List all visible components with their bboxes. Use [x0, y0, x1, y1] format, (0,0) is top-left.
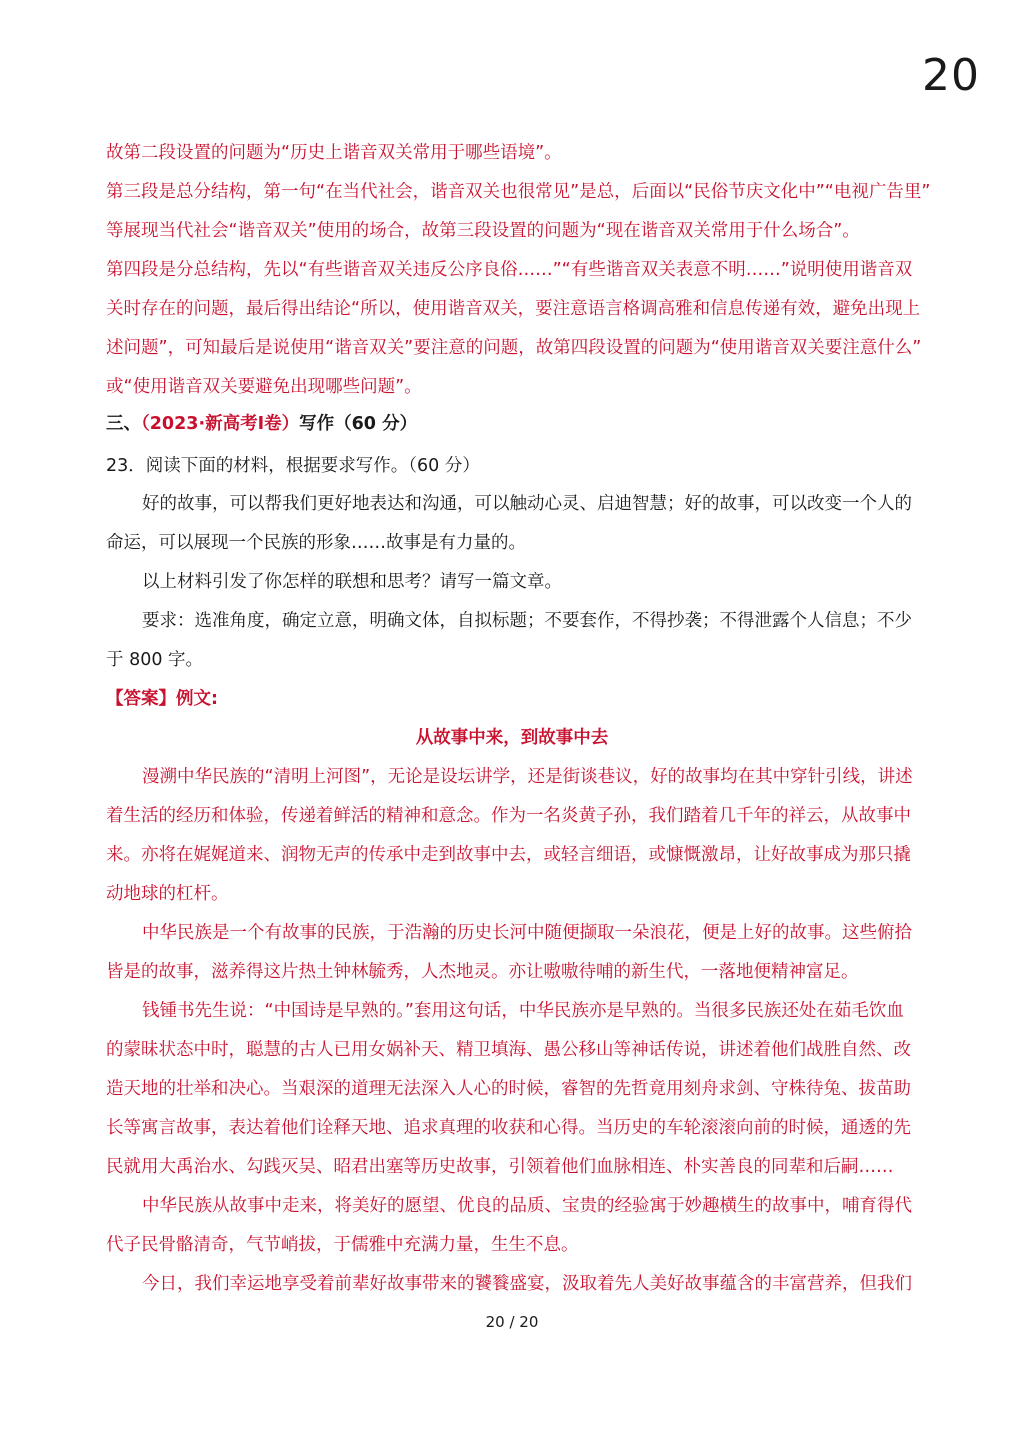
essay-line: 造天地的壮举和决心。当艰深的道理无法深入人心的时候，睿智的先哲竟用刻舟求剑、守株待兔、拔苗助 — [106, 1079, 911, 1099]
essay-paragraph — [106, 992, 918, 1187]
analysis-line: 第四段是分总结构，先以“有些谐音双关违反公序良俗……”“有些谐音双关表意不明……”说明使用谐音双 — [106, 260, 913, 280]
essay-line: 来。亦将在娓娓道来、润物无声的传承中走到故事中去，或轻言细语，或慷慨激昂，让好故事成为那只撬 — [106, 845, 911, 865]
requirements-line: 于 800 字。 — [106, 650, 204, 670]
analysis-line: 故第二段设置的问题为“历史上谐音双关常用于哪些语境”。 — [106, 143, 562, 163]
section-title: 写作（60 分） — [299, 414, 418, 434]
essay-line: 中华民族从故事中走来，将美好的愿望、优良的品质、宝贵的经验寓于妙趣横生的故事中，哺育得代 — [142, 1196, 912, 1216]
essay-paragraph — [106, 758, 918, 914]
essay-paragraph — [106, 1187, 918, 1265]
section-heading — [106, 407, 918, 443]
analysis-block — [106, 134, 931, 407]
essay-line: 今日，我们幸运地享受着前辈好故事带来的饕餮盛宴，汲取着先人美好故事蕴含的丰富营养，但我们 — [142, 1274, 912, 1294]
essay-line: 代子民骨骼清奇，气节峭拔，于儒雅中充满力量，生生不息。 — [106, 1235, 579, 1255]
page-footer: 20 / 20 — [485, 1313, 539, 1331]
essay-paragraph — [106, 914, 918, 992]
section-source: （2023·新高考Ⅰ卷） — [141, 414, 300, 434]
analysis-line: 或“使用谐音双关要避免出现哪些问题”。 — [106, 377, 422, 397]
essay-line: 着生活的经历和体验，传递着鲜活的精神和意念。作为一名炎黄子孙，我们踏着几千年的祥云，从故事中 — [106, 806, 911, 826]
material-line: 命运，可以展现一个民族的形象……故事是有力量的。 — [106, 533, 526, 553]
essay-line: 动地球的杠杆。 — [106, 884, 229, 904]
essay-title: 从故事中来，到故事中去 — [415, 728, 609, 748]
analysis-line: 关时存在的问题，最后得出结论“所以，使用谐音双关，要注意语言格调高雅和信息传递有效，避免出现上 — [106, 299, 921, 319]
essay-line: 民就用大禹治水、勾践灭吴、昭君出塞等历史故事，引领着他们血脉相连、朴实善良的同辈和后嗣…… — [106, 1157, 894, 1177]
analysis-line: 述问题”，可知最后是说使用“谐音双关”要注意的问题，故第四段设置的问题为“使用谐音双关要注意什么” — [106, 338, 922, 358]
section-prefix: 三、 — [106, 414, 141, 434]
essay-line: 中华民族是一个有故事的民族，于浩瀚的历史长河中随便撷取一朵浪花，便是上好的故事。这些俯拾 — [142, 923, 912, 943]
analysis-line: 等展现当代社会“谐音双关”使用的场合，故第三段设置的问题为“现在谐音双关常用于什么场合”。 — [106, 221, 860, 241]
question-stem: 23．阅读下面的材料，根据要求写作。（60 分） — [106, 456, 480, 476]
analysis-line: 第三段是总分结构，第一句“在当代社会，谐音双关也很常见”是总，后面以“民俗节庆文化中”“电视广告里” — [106, 182, 931, 202]
answer-label: 【答案】例文: — [106, 689, 218, 709]
document-body — [106, 134, 931, 1304]
essay-paragraph — [106, 1265, 918, 1304]
material-line: 好的故事，可以帮我们更好地表达和沟通，可以触动心灵、启迪智慧；好的故事，可以改变一个人的 — [142, 494, 912, 514]
requirements-line: 要求：选准角度，确定立意，明确文体，自拟标题；不要套作，不得抄袭；不得泄露个人信息；不少 — [142, 611, 912, 631]
essay-line: 漫溯中华民族的“清明上河图”，无论是设坛讲学，还是街谈巷议，好的故事均在其中穿针引线，讲述 — [142, 767, 913, 787]
essay-line: 长等寓言故事，表达着他们诠释天地、追求真理的收获和心得。当历史的车轮滚滚向前的时候，通透的先 — [106, 1118, 911, 1138]
essay-line: 的蒙昧状态中时，聪慧的古人已用女娲补天、精卫填海、愚公移山等神话传说，讲述着他们战胜自然、改 — [106, 1040, 911, 1060]
corner-page-number: 20 — [922, 50, 980, 101]
essay-line: 皆是的故事，滋养得这片热土钟林毓秀，人杰地灵。亦让嗷嗷待哺的新生代，一落地便精神富足。 — [106, 962, 859, 982]
essay-line: 钱锺书先生说：“中国诗是早熟的。”套用这句话，中华民族亦是早熟的。当很多民族还处在茹毛饮血 — [142, 1001, 904, 1021]
question-prompt: 以上材料引发了你怎样的联想和思考？请写一篇文章。 — [142, 572, 562, 592]
